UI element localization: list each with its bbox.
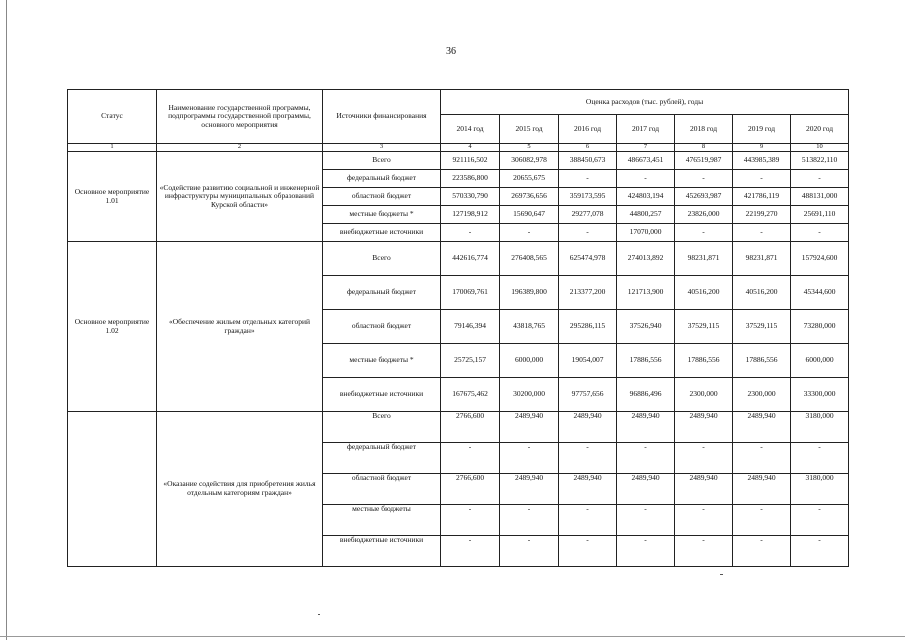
status-cell: Основное мероприятие 1.02 (68, 242, 157, 412)
column-index: 3 (323, 144, 441, 152)
value-cell: 37526,940 (617, 310, 675, 344)
column-index: 7 (617, 144, 675, 152)
source-cell: областной бюджет (323, 310, 441, 344)
value-cell: 25725,157 (441, 344, 500, 378)
column-index: 2 (157, 144, 323, 152)
value-cell: 23826,000 (675, 206, 733, 224)
source-cell: местные бюджеты * (323, 206, 441, 224)
scan-dot (720, 574, 723, 575)
value-cell: - (617, 443, 675, 474)
value-cell: - (559, 443, 617, 474)
value-cell: 2489,940 (500, 412, 559, 443)
status-cell (68, 412, 157, 567)
value-cell: 15690,647 (500, 206, 559, 224)
value-cell: 488131,000 (791, 188, 849, 206)
value-cell: - (500, 443, 559, 474)
value-cell: 79146,394 (441, 310, 500, 344)
value-cell: 3180,000 (791, 474, 849, 505)
value-cell: - (441, 443, 500, 474)
program-name-cell: «Содействие развитию социальной и инженерной инфраструктуры муниципальных образований Курской области» (157, 152, 323, 242)
value-cell: - (733, 224, 791, 242)
column-index-row (68, 144, 849, 152)
source-cell: внебюджетные источники (323, 536, 441, 567)
header-year: 2018 год (675, 115, 733, 144)
value-cell: - (791, 443, 849, 474)
value-cell: 2489,940 (675, 412, 733, 443)
program-name-cell: «Оказание содействия для приобретения жилья отдельным категориям граждан» (157, 412, 323, 567)
value-cell: 388450,673 (559, 152, 617, 170)
source-cell: внебюджетные источники (323, 224, 441, 242)
value-cell: - (675, 505, 733, 536)
value-cell: 513822,110 (791, 152, 849, 170)
value-cell: 17886,556 (617, 344, 675, 378)
source-cell: федеральный бюджет (323, 276, 441, 310)
source-cell: областной бюджет (323, 188, 441, 206)
value-cell: 73280,000 (791, 310, 849, 344)
value-cell: 17886,556 (675, 344, 733, 378)
source-cell: внебюджетные источники (323, 378, 441, 412)
value-cell: - (617, 505, 675, 536)
value-cell: 295286,115 (559, 310, 617, 344)
value-cell: 625474,978 (559, 242, 617, 276)
value-cell: - (500, 536, 559, 567)
header-year: 2017 год (617, 115, 675, 144)
header-status: Статус (68, 90, 157, 144)
value-cell: - (675, 224, 733, 242)
header-year: 2019 год (733, 115, 791, 144)
source-cell: федеральный бюджет (323, 443, 441, 474)
value-cell: - (441, 505, 500, 536)
value-cell: 2300,000 (675, 378, 733, 412)
value-cell: - (441, 536, 500, 567)
value-cell: 17070,000 (617, 224, 675, 242)
value-cell: 3180,000 (791, 412, 849, 443)
source-cell: Всего (323, 152, 441, 170)
value-cell: 40516,200 (733, 276, 791, 310)
value-cell: 570330,790 (441, 188, 500, 206)
table-row (68, 152, 849, 170)
header-year: 2014 год (441, 115, 500, 144)
value-cell: - (559, 505, 617, 536)
value-cell: 421786,119 (733, 188, 791, 206)
value-cell: - (791, 224, 849, 242)
value-cell: 6000,000 (791, 344, 849, 378)
value-cell: 443985,389 (733, 152, 791, 170)
header-name: Наименование государственной программы, подпрограммы государственной программы, основного мероприятия (157, 90, 323, 144)
value-cell: 196389,800 (500, 276, 559, 310)
value-cell: 2489,940 (559, 412, 617, 443)
scan-edge-mark (0, 636, 905, 637)
scan-edge-mark (6, 0, 7, 640)
value-cell: - (791, 505, 849, 536)
value-cell: - (559, 224, 617, 242)
value-cell: 269736,656 (500, 188, 559, 206)
source-cell: федеральный бюджет (323, 170, 441, 188)
value-cell: 2489,940 (675, 474, 733, 505)
status-cell: Основное мероприятие 1.01 (68, 152, 157, 242)
page-number: 36 (446, 46, 456, 57)
value-cell: 2489,940 (559, 474, 617, 505)
value-cell: - (500, 224, 559, 242)
value-cell: 424803,194 (617, 188, 675, 206)
source-cell: Всего (323, 412, 441, 443)
header-sources: Источники финансирования (323, 90, 441, 144)
value-cell: 157924,600 (791, 242, 849, 276)
value-cell: 97757,656 (559, 378, 617, 412)
value-cell: - (791, 170, 849, 188)
table-row (68, 412, 849, 443)
value-cell: 452693,987 (675, 188, 733, 206)
header-estimate: Оценка расходов (тыс. рублей), годы (441, 90, 849, 115)
value-cell: 2489,940 (617, 412, 675, 443)
column-index: 6 (559, 144, 617, 152)
value-cell: 170069,761 (441, 276, 500, 310)
value-cell: 33300,000 (791, 378, 849, 412)
value-cell: 306082,978 (500, 152, 559, 170)
source-cell: местные бюджеты (323, 505, 441, 536)
value-cell: - (733, 505, 791, 536)
budget-table (67, 89, 849, 567)
source-cell: областной бюджет (323, 474, 441, 505)
header-year: 2020 год (791, 115, 849, 144)
value-cell: 274013,892 (617, 242, 675, 276)
value-cell: - (733, 536, 791, 567)
value-cell: 17886,556 (733, 344, 791, 378)
source-cell: Всего (323, 242, 441, 276)
column-index: 8 (675, 144, 733, 152)
column-index: 9 (733, 144, 791, 152)
value-cell: 223586,800 (441, 170, 500, 188)
value-cell: 921116,502 (441, 152, 500, 170)
value-cell: 98231,871 (733, 242, 791, 276)
header-year: 2015 год (500, 115, 559, 144)
value-cell: - (733, 443, 791, 474)
value-cell: 25691,110 (791, 206, 849, 224)
scan-dot (318, 614, 320, 615)
value-cell: 121713,900 (617, 276, 675, 310)
value-cell: 30200,000 (500, 378, 559, 412)
value-cell: 43818,765 (500, 310, 559, 344)
value-cell: - (791, 536, 849, 567)
value-cell: 359173,595 (559, 188, 617, 206)
source-cell: местные бюджеты * (323, 344, 441, 378)
column-index: 1 (68, 144, 157, 152)
column-index: 4 (441, 144, 500, 152)
value-cell: - (733, 170, 791, 188)
value-cell: 40516,200 (675, 276, 733, 310)
program-name-cell: «Обеспечение жильем отдельных категорий граждан» (157, 242, 323, 412)
value-cell: 19054,007 (559, 344, 617, 378)
table-row (68, 242, 849, 276)
value-cell: 486673,451 (617, 152, 675, 170)
header-row (68, 90, 849, 115)
value-cell: - (617, 536, 675, 567)
value-cell: 96886,496 (617, 378, 675, 412)
value-cell: 44800,257 (617, 206, 675, 224)
value-cell: - (675, 443, 733, 474)
value-cell: 20655,675 (500, 170, 559, 188)
value-cell: 2766,600 (441, 474, 500, 505)
value-cell: 442616,774 (441, 242, 500, 276)
value-cell: - (675, 170, 733, 188)
column-index: 5 (500, 144, 559, 152)
value-cell: - (617, 170, 675, 188)
value-cell: - (500, 505, 559, 536)
column-index: 10 (791, 144, 849, 152)
value-cell: 6000,000 (500, 344, 559, 378)
value-cell: 2489,940 (500, 474, 559, 505)
value-cell: 127198,912 (441, 206, 500, 224)
header-year: 2016 год (559, 115, 617, 144)
value-cell: 167675,462 (441, 378, 500, 412)
value-cell: 276408,565 (500, 242, 559, 276)
value-cell: 2489,940 (617, 474, 675, 505)
value-cell: 22199,270 (733, 206, 791, 224)
value-cell: - (675, 536, 733, 567)
value-cell: 2489,940 (733, 412, 791, 443)
value-cell: 37529,115 (733, 310, 791, 344)
value-cell: - (559, 170, 617, 188)
value-cell: 2300,000 (733, 378, 791, 412)
value-cell: 37529,115 (675, 310, 733, 344)
value-cell: 476519,987 (675, 152, 733, 170)
value-cell: - (559, 536, 617, 567)
value-cell: 45344,600 (791, 276, 849, 310)
value-cell: 2766,600 (441, 412, 500, 443)
value-cell: - (441, 224, 500, 242)
value-cell: 213377,200 (559, 276, 617, 310)
value-cell: 29277,078 (559, 206, 617, 224)
value-cell: 2489,940 (733, 474, 791, 505)
value-cell: 98231,871 (675, 242, 733, 276)
